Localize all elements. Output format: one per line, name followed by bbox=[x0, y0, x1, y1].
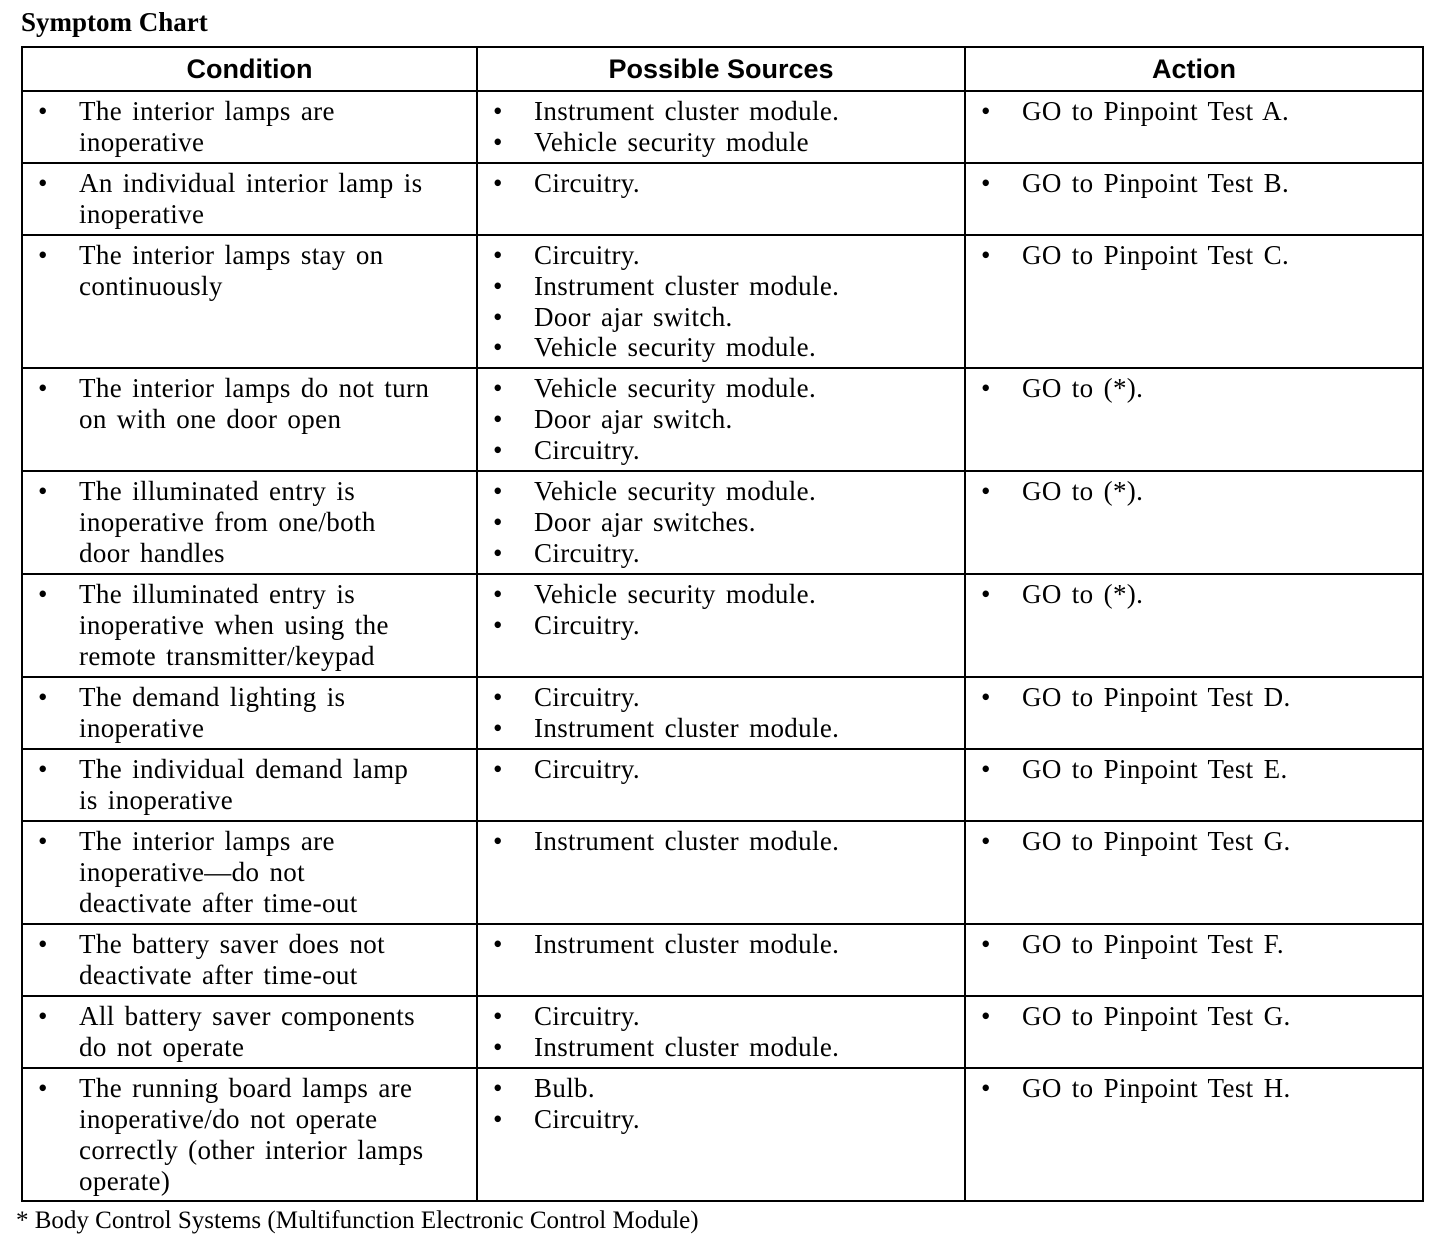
action-text: GO to Pinpoint Test G. bbox=[1022, 1001, 1291, 1032]
condition-text-line: The battery saver does not bbox=[79, 929, 385, 960]
action-cell bbox=[965, 1068, 1423, 1201]
list-item bbox=[23, 579, 476, 671]
sources-text: Circuitry. bbox=[534, 1001, 640, 1032]
sources-text: Instrument cluster module. bbox=[534, 712, 840, 743]
list-item bbox=[23, 1073, 476, 1196]
list-item bbox=[966, 929, 1422, 960]
sources-text: Instrument cluster module. bbox=[534, 270, 840, 301]
bullet-icon: • bbox=[38, 96, 48, 126]
condition-text-line: on with one door open bbox=[79, 403, 342, 434]
condition-text-line: The interior lamps are bbox=[79, 96, 335, 126]
action-cell-list bbox=[966, 826, 1422, 857]
sources-text: Instrument cluster module. bbox=[534, 929, 840, 960]
list-item bbox=[478, 168, 964, 199]
condition-text-line: inoperative from one/both bbox=[79, 506, 376, 537]
bullet-icon: • bbox=[493, 826, 503, 857]
list-item bbox=[966, 373, 1422, 404]
condition-cell-list bbox=[23, 476, 476, 568]
bullet-icon: • bbox=[493, 240, 503, 270]
bullet-icon: • bbox=[38, 682, 48, 713]
action-cell-list bbox=[966, 1073, 1422, 1104]
table-header-row bbox=[22, 47, 1423, 91]
column-header-possible-sources: Possible Sources bbox=[477, 47, 965, 91]
sources-cell bbox=[477, 749, 965, 821]
column-header-condition: Condition bbox=[22, 47, 477, 91]
condition-cell bbox=[22, 1068, 477, 1201]
sources-cell-list bbox=[478, 168, 964, 199]
condition-cell bbox=[22, 574, 477, 677]
list-item bbox=[23, 1001, 476, 1063]
sources-cell bbox=[477, 91, 965, 163]
condition-text-line: The interior lamps do not turn bbox=[79, 373, 430, 404]
list-item bbox=[966, 1073, 1422, 1104]
list-item bbox=[23, 168, 476, 230]
sources-text: Vehicle security module bbox=[534, 126, 809, 157]
list-item bbox=[478, 1073, 964, 1104]
bullet-icon: • bbox=[493, 579, 503, 610]
sources-cell bbox=[477, 1068, 965, 1201]
table-row bbox=[22, 471, 1423, 574]
list-item bbox=[966, 579, 1422, 610]
action-cell bbox=[965, 235, 1423, 368]
bullet-icon: • bbox=[981, 96, 991, 126]
sources-cell bbox=[477, 235, 965, 368]
bullet-icon: • bbox=[981, 579, 991, 610]
condition-cell-list bbox=[23, 1001, 476, 1063]
list-item bbox=[478, 476, 964, 507]
action-text: GO to Pinpoint Test E. bbox=[1022, 754, 1288, 785]
sources-cell-list bbox=[478, 579, 964, 641]
sources-text: Circuitry. bbox=[534, 434, 640, 465]
table-row bbox=[22, 677, 1423, 749]
condition-cell bbox=[22, 163, 477, 235]
condition-cell bbox=[22, 368, 477, 471]
sources-cell bbox=[477, 821, 965, 924]
bullet-icon: • bbox=[981, 754, 991, 785]
list-item bbox=[478, 754, 964, 785]
bullet-icon: • bbox=[493, 1031, 503, 1062]
condition-text-line: deactivate after time-out bbox=[79, 887, 358, 918]
condition-text-line: inoperative—do not bbox=[79, 856, 305, 887]
bullet-icon: • bbox=[493, 682, 503, 713]
condition-text-line: operate) bbox=[79, 1165, 171, 1196]
list-item bbox=[478, 373, 964, 404]
bullet-icon: • bbox=[981, 682, 991, 713]
sources-text: Vehicle security module. bbox=[534, 579, 817, 610]
action-cell-list bbox=[966, 579, 1422, 610]
list-item bbox=[966, 1001, 1422, 1032]
action-cell bbox=[965, 677, 1423, 749]
action-text: GO to (*). bbox=[1022, 476, 1144, 507]
action-cell-list bbox=[966, 476, 1422, 507]
sources-cell bbox=[477, 471, 965, 574]
bullet-icon: • bbox=[981, 476, 991, 507]
condition-cell bbox=[22, 91, 477, 163]
condition-text-line: The illuminated entry is bbox=[79, 476, 356, 507]
sources-text: Bulb. bbox=[534, 1073, 596, 1104]
action-cell-list bbox=[966, 754, 1422, 785]
condition-cell-list bbox=[23, 168, 476, 230]
condition-cell-list bbox=[23, 373, 476, 435]
table-row bbox=[22, 924, 1423, 996]
page-title: Symptom Chart bbox=[21, 7, 208, 37]
action-text: GO to Pinpoint Test D. bbox=[1022, 682, 1291, 713]
sources-cell-list bbox=[478, 929, 964, 960]
action-cell-list bbox=[966, 168, 1422, 199]
table-row bbox=[22, 91, 1423, 163]
condition-cell-list bbox=[23, 826, 476, 918]
table-row bbox=[22, 821, 1423, 924]
action-cell bbox=[965, 924, 1423, 996]
bullet-icon: • bbox=[981, 1001, 991, 1032]
list-item bbox=[478, 1032, 964, 1063]
sources-text: Vehicle security module. bbox=[534, 332, 817, 363]
action-cell-list bbox=[966, 240, 1422, 271]
condition-text-line: remote transmitter/keypad bbox=[79, 640, 375, 671]
condition-text-line: The interior lamps stay on bbox=[79, 240, 384, 270]
bullet-icon: • bbox=[38, 168, 48, 198]
table-row bbox=[22, 574, 1423, 677]
bullet-icon: • bbox=[38, 1001, 48, 1032]
sources-text: Door ajar switches. bbox=[534, 506, 756, 537]
list-item bbox=[23, 754, 476, 816]
list-item bbox=[478, 507, 964, 538]
condition-text-line: The interior lamps are bbox=[79, 826, 335, 857]
bullet-icon: • bbox=[981, 929, 991, 960]
list-item bbox=[478, 1001, 964, 1032]
condition-text-line: do not operate bbox=[79, 1031, 245, 1062]
sources-text: Circuitry. bbox=[534, 754, 640, 785]
bullet-icon: • bbox=[493, 1073, 503, 1104]
sources-text: Circuitry. bbox=[534, 168, 640, 198]
bullet-icon: • bbox=[493, 270, 503, 301]
sources-text: Door ajar switch. bbox=[534, 403, 733, 434]
bullet-icon: • bbox=[38, 826, 48, 857]
action-text: GO to Pinpoint Test F. bbox=[1022, 929, 1284, 960]
bullet-icon: • bbox=[493, 754, 503, 785]
condition-text-line: The demand lighting is bbox=[79, 682, 346, 713]
action-text: GO to (*). bbox=[1022, 579, 1144, 610]
table-row bbox=[22, 368, 1423, 471]
bullet-icon: • bbox=[493, 1001, 503, 1032]
action-cell bbox=[965, 996, 1423, 1068]
table-row bbox=[22, 235, 1423, 368]
list-item bbox=[478, 271, 964, 302]
condition-text-line: door handles bbox=[79, 537, 225, 568]
list-item bbox=[478, 579, 964, 610]
list-item bbox=[478, 404, 964, 435]
list-item bbox=[23, 96, 476, 158]
action-cell bbox=[965, 821, 1423, 924]
condition-text-line: inoperative/do not operate bbox=[79, 1103, 378, 1134]
sources-text: Instrument cluster module. bbox=[534, 826, 840, 857]
list-item bbox=[966, 682, 1422, 713]
bullet-icon: • bbox=[981, 1073, 991, 1104]
sources-text: Circuitry. bbox=[534, 609, 640, 640]
bullet-icon: • bbox=[493, 506, 503, 537]
sources-cell-list bbox=[478, 96, 964, 158]
bullet-icon: • bbox=[38, 373, 48, 404]
bullet-icon: • bbox=[38, 1073, 48, 1104]
bullet-icon: • bbox=[493, 1103, 503, 1134]
list-item bbox=[23, 373, 476, 435]
condition-cell-list bbox=[23, 240, 476, 302]
action-cell bbox=[965, 574, 1423, 677]
action-text: GO to (*). bbox=[1022, 373, 1144, 404]
list-item bbox=[23, 476, 476, 568]
sources-cell-list bbox=[478, 754, 964, 785]
condition-text-line: The illuminated entry is bbox=[79, 579, 356, 610]
action-cell-list bbox=[966, 373, 1422, 404]
condition-cell bbox=[22, 996, 477, 1068]
condition-text-line: correctly (other interior lamps bbox=[79, 1134, 424, 1165]
condition-cell bbox=[22, 471, 477, 574]
list-item bbox=[966, 168, 1422, 199]
sources-cell-list bbox=[478, 682, 964, 744]
bullet-icon: • bbox=[493, 476, 503, 507]
sources-cell bbox=[477, 677, 965, 749]
list-item bbox=[966, 96, 1422, 127]
list-item bbox=[478, 240, 964, 271]
condition-cell bbox=[22, 235, 477, 368]
bullet-icon: • bbox=[493, 96, 503, 126]
table-row bbox=[22, 749, 1423, 821]
bullet-icon: • bbox=[493, 929, 503, 960]
sources-text: Vehicle security module. bbox=[534, 476, 817, 507]
list-item bbox=[23, 826, 476, 918]
condition-text-line: inoperative bbox=[79, 712, 205, 743]
condition-cell-list bbox=[23, 1073, 476, 1196]
list-item bbox=[478, 826, 964, 857]
bullet-icon: • bbox=[493, 609, 503, 640]
list-item bbox=[966, 476, 1422, 507]
action-cell bbox=[965, 91, 1423, 163]
list-item bbox=[478, 713, 964, 744]
condition-text-line: inoperative when using the bbox=[79, 609, 389, 640]
condition-cell-list bbox=[23, 682, 476, 744]
bullet-icon: • bbox=[981, 826, 991, 857]
bullet-icon: • bbox=[493, 537, 503, 568]
action-cell-list bbox=[966, 1001, 1422, 1032]
sources-text: Instrument cluster module. bbox=[534, 96, 840, 126]
bullet-icon: • bbox=[493, 403, 503, 434]
action-cell bbox=[965, 368, 1423, 471]
bullet-icon: • bbox=[981, 240, 991, 270]
sources-cell-list bbox=[478, 476, 964, 568]
sources-cell bbox=[477, 574, 965, 677]
sources-text: Circuitry. bbox=[534, 537, 640, 568]
condition-text-line: deactivate after time-out bbox=[79, 959, 358, 990]
bullet-icon: • bbox=[981, 168, 991, 198]
column-header-action: Action bbox=[965, 47, 1423, 91]
condition-cell bbox=[22, 677, 477, 749]
bullet-icon: • bbox=[38, 929, 48, 960]
sources-cell-list bbox=[478, 1001, 964, 1063]
list-item bbox=[478, 1104, 964, 1135]
list-item bbox=[478, 610, 964, 641]
sources-text: Circuitry. bbox=[534, 240, 640, 270]
action-cell bbox=[965, 471, 1423, 574]
list-item bbox=[478, 435, 964, 466]
footnote: * Body Control Systems (Multifunction Electronic Control Module) bbox=[16, 1207, 699, 1234]
list-item bbox=[478, 929, 964, 960]
action-text: GO to Pinpoint Test G. bbox=[1022, 826, 1291, 857]
condition-text-line: The running board lamps are bbox=[79, 1073, 413, 1104]
sources-cell bbox=[477, 924, 965, 996]
list-item bbox=[478, 127, 964, 158]
condition-text-line: is inoperative bbox=[79, 784, 234, 815]
sources-text: Circuitry. bbox=[534, 682, 640, 713]
condition-text-line: inoperative bbox=[79, 126, 205, 157]
sources-text: Circuitry. bbox=[534, 1103, 640, 1134]
sources-text: Vehicle security module. bbox=[534, 373, 817, 404]
action-cell-list bbox=[966, 929, 1422, 960]
condition-cell-list bbox=[23, 754, 476, 816]
table-row bbox=[22, 1068, 1423, 1201]
sources-cell-list bbox=[478, 240, 964, 363]
condition-cell-list bbox=[23, 929, 476, 991]
table-row bbox=[22, 163, 1423, 235]
bullet-icon: • bbox=[493, 332, 503, 363]
list-item bbox=[478, 332, 964, 363]
condition-text-line: The individual demand lamp bbox=[79, 754, 409, 785]
action-cell-list bbox=[966, 96, 1422, 127]
action-text: GO to Pinpoint Test H. bbox=[1022, 1073, 1291, 1104]
table-body bbox=[22, 91, 1423, 1201]
list-item bbox=[478, 538, 964, 569]
sources-cell-list bbox=[478, 373, 964, 465]
action-text: GO to Pinpoint Test A. bbox=[1022, 96, 1290, 126]
bullet-icon: • bbox=[493, 301, 503, 332]
condition-cell-list bbox=[23, 96, 476, 158]
sources-cell-list bbox=[478, 826, 964, 857]
condition-text-line: All battery saver components bbox=[79, 1001, 415, 1032]
table-row bbox=[22, 996, 1423, 1068]
list-item bbox=[23, 682, 476, 744]
symptom-chart-table bbox=[21, 46, 1424, 1202]
condition-text-line: continuously bbox=[79, 270, 223, 301]
bullet-icon: • bbox=[493, 168, 503, 198]
list-item bbox=[478, 302, 964, 333]
sources-text: Door ajar switch. bbox=[534, 301, 733, 332]
list-item bbox=[966, 754, 1422, 785]
bullet-icon: • bbox=[981, 373, 991, 404]
list-item bbox=[478, 96, 964, 127]
list-item bbox=[966, 240, 1422, 271]
list-item bbox=[23, 240, 476, 302]
action-text: GO to Pinpoint Test B. bbox=[1022, 168, 1290, 198]
condition-text-line: An individual interior lamp is bbox=[79, 168, 423, 198]
condition-cell bbox=[22, 821, 477, 924]
sources-cell bbox=[477, 368, 965, 471]
action-cell-list bbox=[966, 682, 1422, 713]
action-cell bbox=[965, 163, 1423, 235]
bullet-icon: • bbox=[493, 126, 503, 157]
sources-cell bbox=[477, 996, 965, 1068]
condition-cell-list bbox=[23, 579, 476, 671]
bullet-icon: • bbox=[38, 240, 48, 270]
sources-cell bbox=[477, 163, 965, 235]
bullet-icon: • bbox=[38, 579, 48, 610]
action-text: GO to Pinpoint Test C. bbox=[1022, 240, 1290, 270]
sources-cell-list bbox=[478, 1073, 964, 1135]
condition-text-line: inoperative bbox=[79, 198, 205, 229]
condition-cell bbox=[22, 924, 477, 996]
bullet-icon: • bbox=[38, 476, 48, 507]
bullet-icon: • bbox=[493, 373, 503, 404]
list-item bbox=[478, 682, 964, 713]
condition-cell bbox=[22, 749, 477, 821]
action-cell bbox=[965, 749, 1423, 821]
sources-text: Instrument cluster module. bbox=[534, 1031, 840, 1062]
bullet-icon: • bbox=[493, 434, 503, 465]
list-item bbox=[23, 929, 476, 991]
bullet-icon: • bbox=[38, 754, 48, 785]
bullet-icon: • bbox=[493, 712, 503, 743]
list-item bbox=[966, 826, 1422, 857]
